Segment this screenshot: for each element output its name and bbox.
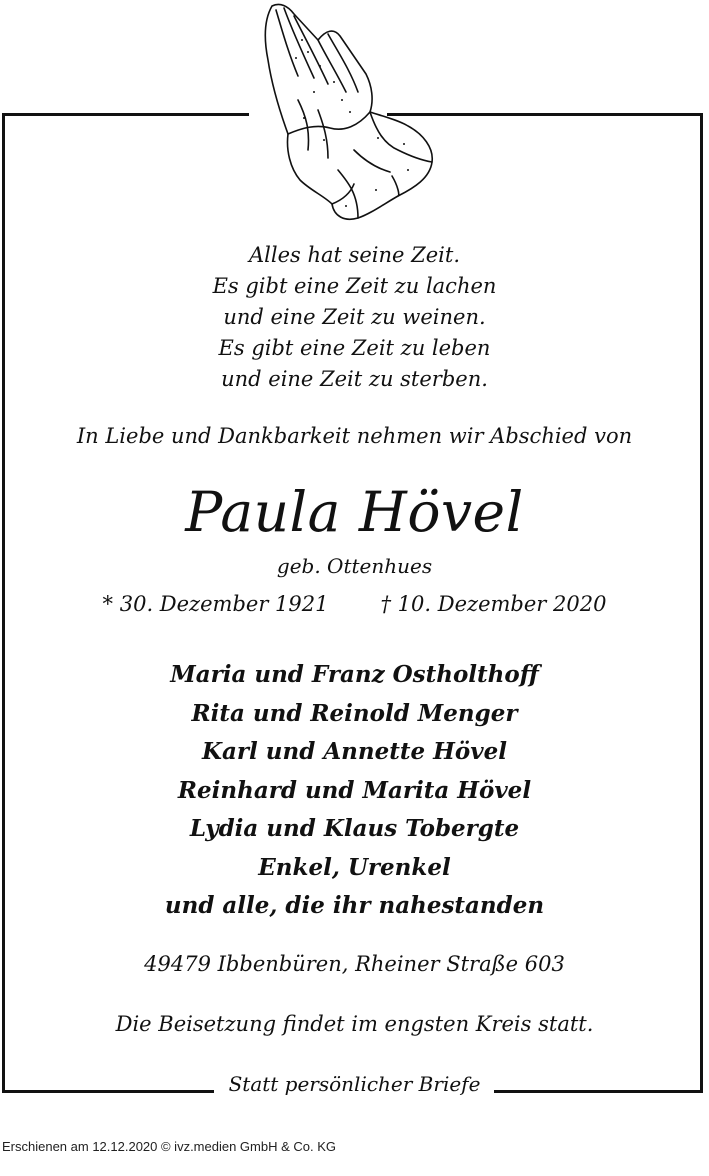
poem xyxy=(0,240,709,395)
mourner-line: Maria und Franz Ostholthoff xyxy=(170,661,539,688)
mourners-list xyxy=(0,656,709,926)
mourner-line: Rita und Reinold Menger xyxy=(191,699,518,727)
praying-hands-icon xyxy=(258,0,443,225)
mourner-line: Enkel, Urenkel xyxy=(258,853,451,881)
poem-line: und eine Zeit zu sterben. xyxy=(221,367,488,391)
farewell-intro: In Liebe und Dankbarkeit nehmen wir Abschied von xyxy=(76,424,633,448)
publication-footer: Erschienen am 12.12.2020 © ivz.medien GmbH & Co. KG xyxy=(2,1139,337,1154)
poem-line: Es gibt eine Zeit zu lachen xyxy=(212,274,497,298)
mourner-line: Reinhard und Marita Hövel xyxy=(177,776,532,804)
poem-line: Es gibt eine Zeit zu leben xyxy=(218,336,491,360)
poem-line: Alles hat seine Zeit. xyxy=(248,243,461,267)
mourner-line: und alle, die ihr nahestanden xyxy=(164,892,545,919)
life-dates xyxy=(0,592,709,616)
death-date: † 10. Dezember 2020 xyxy=(380,592,607,616)
mourner-line: Lydia und Klaus Tobergte xyxy=(189,815,520,842)
poem-line: und eine Zeit zu weinen. xyxy=(223,305,486,329)
funeral-note: Die Beisetzung findet im engsten Kreis statt. xyxy=(115,1012,594,1036)
maiden-name: geb. Ottenhues xyxy=(276,554,433,578)
deceased-name: Paula Hövel xyxy=(185,480,524,544)
address: 49479 Ibbenbüren, Rheiner Straße 603 xyxy=(144,952,565,976)
mourner-line: Karl und Annette Hövel xyxy=(202,738,507,765)
birth-date: * 30. Dezember 1921 xyxy=(102,592,329,616)
closing-note: Statt persönlicher Briefe xyxy=(228,1072,481,1096)
